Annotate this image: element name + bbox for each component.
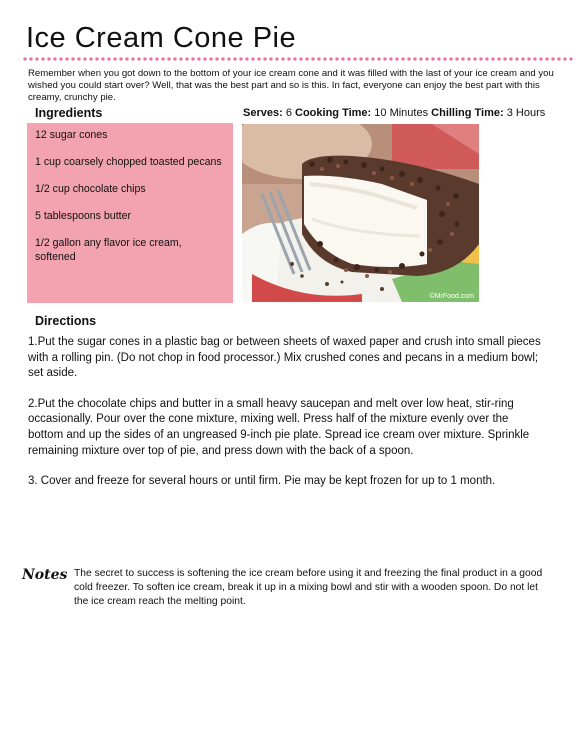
ingredients-box [27, 123, 233, 303]
notes-text: The secret to success is softening the ice cream before using it and freezing the final product in a good cold freezer. To soften ice cream, break it up in a mixing bowl and stir with a wooden spoon. Do not let the ice cream reach the melting point. [74, 568, 543, 607]
ingredient-item: 1 cup coarsely chopped toasted pecans [35, 156, 222, 168]
chilling-time-label: Chilling Time: [431, 107, 504, 119]
ingredient-item: 1/2 cup chocolate chips [35, 183, 146, 195]
serves-label: Serves: [243, 107, 283, 119]
direction-step: 1.Put the sugar cones in a plastic bag or between sheets of waxed paper and crush into small pieces with a rolling pin. (Do not chop in food processor.) Mix crushed cones and pecans in a medium bowl; set aside. [28, 336, 541, 380]
recipe-meta [243, 107, 545, 119]
chilling-time-value: 3 Hours [506, 107, 546, 119]
ingredients-list [35, 129, 225, 264]
directions-heading: Directions [35, 314, 97, 328]
intro-text: Remember when you got down to the bottom of your ice cream cone and it was filled with the last of your ice cream and you wished you could start over? Well, that was the best part and so is this. In fact, everyone can enjoy the best part with this creamy, crunchy pie. [28, 68, 554, 103]
notes-label: Notes [22, 567, 68, 583]
pie-photo [242, 124, 479, 302]
ingredients-heading: Ingredients [35, 106, 103, 120]
photo-watermark: ©MrFood.com [429, 293, 474, 300]
direction-step: 2.Put the chocolate chips and butter in a small heavy saucepan and melt over low heat, stir-ring occasionally. Pour over the cone mixture, mixing well. Press half of the mixture evenly over the bottom and up the sides of an ungreased 9-inch pie plate. Spread ice cream over mixture. Sprinkle remaining mixture over top of pie, and press down with the back of a spoon. [28, 397, 530, 457]
dotted-divider [22, 57, 575, 61]
ingredient-item: 12 sugar cones [35, 129, 108, 141]
directions-list [28, 335, 546, 505]
recipe-title: Ice Cream Cone Pie [26, 22, 297, 54]
direction-step: 3. Cover and freeze for several hours or until firm. Pie may be kept frozen for up to 1 month. [28, 475, 496, 488]
cooking-time-value: 10 Minutes [374, 107, 429, 119]
cooking-time-label: Cooking Time: [295, 107, 372, 119]
ingredient-item: 1/2 gallon any flavor ice cream, softened [35, 237, 182, 263]
ingredient-item: 5 tablespoons butter [35, 210, 132, 222]
serves-value: 6 [285, 107, 292, 119]
